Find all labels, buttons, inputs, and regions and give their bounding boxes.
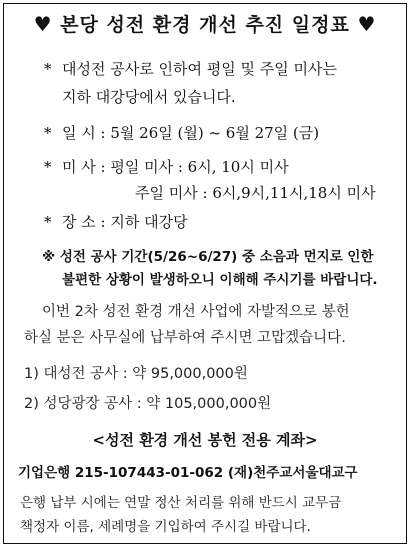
appeal-line-1: 이번 2차 성전 환경 개선 사업에 자발적으로 봉헌 (42, 304, 350, 320)
page-title (4, 10, 406, 38)
reference-mark-icon: ※ (42, 249, 56, 265)
cost-item-1: 1) 대성전 공사 : 약 95,000,000원 (24, 366, 248, 382)
mass-label: 미 사 : (62, 158, 111, 176)
heart-icon: ♥ (33, 12, 53, 36)
footer-line-2: 책정자 이름, 세례명을 기입하여 주시길 바랍니다. (20, 519, 311, 535)
cost-item-2: 2) 성당광장 공사 : 약 105,000,000원 (24, 396, 272, 412)
notice-line-1: ※ 성전 공사 기간(5/26~6/27) 중 소음과 먼지로 인한 (42, 249, 374, 265)
intro-line-1: * 대성전 공사로 인하여 평일 및 주일 미사는 (44, 60, 337, 78)
place-line (44, 211, 188, 232)
schedule-line (44, 122, 319, 143)
asterisk-icon: * (44, 124, 52, 142)
schedule-value: 5월 26일 (월) ~ 6월 27일 (금) (110, 124, 320, 142)
mass-sunday: 주일 미사 : 6시,9시,11시,18시 미사 (135, 184, 376, 202)
asterisk-icon: * (44, 158, 52, 176)
account-heading: <성전 환경 개선 봉헌 전용 계좌> (92, 431, 318, 449)
account-details: 기업은행 215-107443-01-062 (재)천주교서울대교구 (18, 465, 358, 481)
footer-line-1: 은행 납부 시에는 연말 정산 처리를 위해 반드시 교무금 (20, 495, 342, 511)
intro-line-2: 지하 대강당에서 있습니다. (62, 88, 236, 106)
mass-line (44, 156, 289, 177)
heart-icon: ♥ (357, 12, 377, 36)
schedule-label: 일 시 : (62, 124, 111, 142)
place-value: 지하 대강당 (110, 213, 188, 231)
asterisk-icon: * (44, 60, 52, 78)
notice-board (3, 3, 407, 544)
place-label: 장 소 : (62, 213, 111, 231)
title-text: 본당 성전 환경 개선 추진 일정표 (60, 14, 350, 36)
appeal-line-2: 하실 분은 사무실에 납부하여 주시면 고맙겠습니다. (24, 330, 346, 346)
mass-weekday: 평일 미사 : 6시, 10시 미사 (110, 158, 289, 176)
asterisk-icon: * (44, 213, 52, 231)
notice-line-2: 불편한 상황이 발생하오니 이해해 주시기를 바랍니다. (62, 272, 378, 288)
